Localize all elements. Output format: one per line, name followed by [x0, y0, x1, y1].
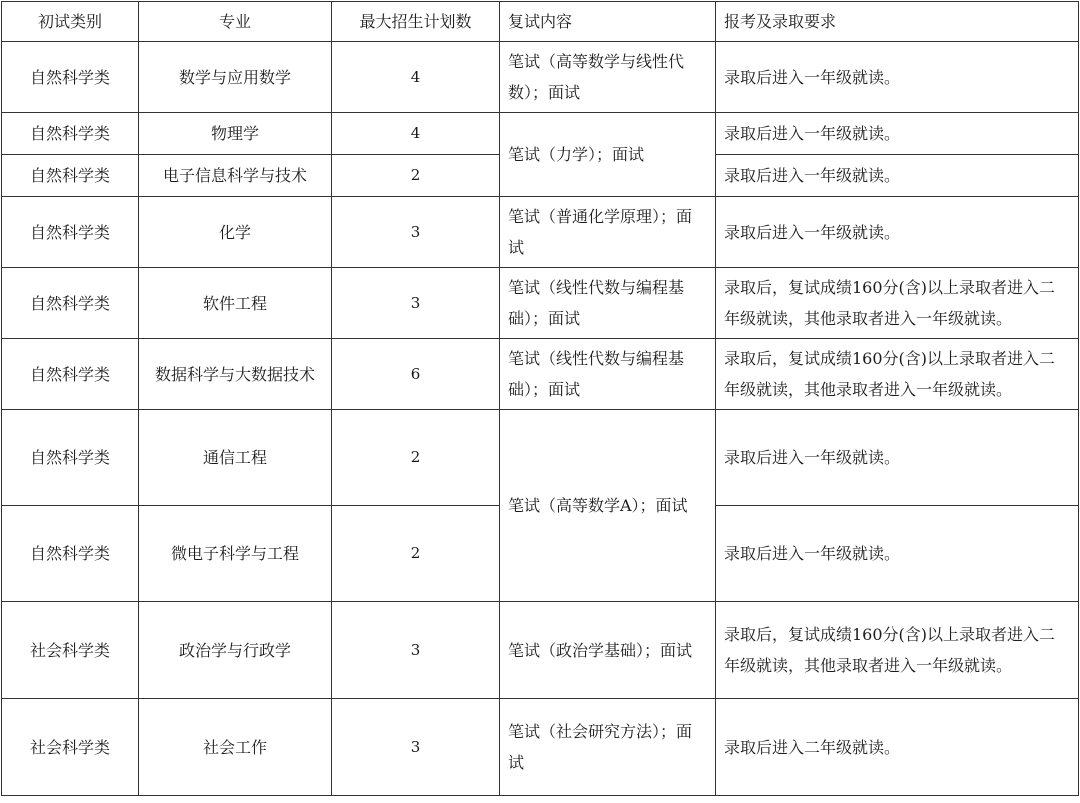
max-plan-cell: 3 [332, 699, 500, 796]
requirement-cell: 录取后进入一年级就读。 [716, 42, 1079, 113]
max-plan-cell: 3 [332, 197, 500, 268]
retest-cell: 笔试（社会研究方法）；面试 [500, 699, 716, 796]
major-cell: 软件工程 [139, 268, 332, 339]
major-cell: 物理学 [139, 113, 332, 155]
major-cell: 电子信息科学与技术 [139, 155, 332, 197]
table-row [2, 339, 1079, 410]
major-cell: 数学与应用数学 [139, 42, 332, 113]
max-plan-cell: 2 [332, 155, 500, 197]
major-cell: 数据科学与大数据技术 [139, 339, 332, 410]
category-cell: 自然科学类 [2, 339, 139, 410]
max-plan-cell: 3 [332, 602, 500, 699]
table-row [2, 699, 1079, 796]
category-cell: 社会科学类 [2, 602, 139, 699]
max-plan-cell: 4 [332, 42, 500, 113]
requirement-cell: 录取后进入一年级就读。 [716, 113, 1079, 155]
max-plan-cell: 2 [332, 506, 500, 602]
max-plan-cell: 6 [332, 339, 500, 410]
retest-cell: 笔试（普通化学原理）；面试 [500, 197, 716, 268]
table-row [2, 197, 1079, 268]
requirement-cell: 录取后进入一年级就读。 [716, 506, 1079, 602]
major-cell: 社会工作 [139, 699, 332, 796]
category-cell: 自然科学类 [2, 197, 139, 268]
requirement-cell: 录取后，复试成绩160分(含)以上录取者进入二年级就读，其他录取者进入一年级就读。 [716, 602, 1079, 699]
header-max-plan: 最大招生计划数 [332, 2, 500, 42]
requirement-cell: 录取后进入一年级就读。 [716, 197, 1079, 268]
requirement-cell: 录取后进入一年级就读。 [716, 410, 1079, 506]
header-requirement: 报考及录取要求 [716, 2, 1079, 42]
max-plan-cell: 2 [332, 410, 500, 506]
category-cell: 自然科学类 [2, 155, 139, 197]
header-row [2, 2, 1079, 42]
major-cell: 微电子科学与工程 [139, 506, 332, 602]
requirement-cell: 录取后，复试成绩160分(含)以上录取者进入二年级就读，其他录取者进入一年级就读。 [716, 268, 1079, 339]
requirement-cell: 录取后进入二年级就读。 [716, 699, 1079, 796]
category-cell: 社会科学类 [2, 699, 139, 796]
header-category: 初试类别 [2, 2, 139, 42]
major-cell: 政治学与行政学 [139, 602, 332, 699]
retest-cell: 笔试（力学）；面试 [500, 113, 716, 197]
category-cell: 自然科学类 [2, 42, 139, 113]
header-major: 专业 [139, 2, 332, 42]
retest-cell: 笔试（政治学基础）；面试 [500, 602, 716, 699]
max-plan-cell: 4 [332, 113, 500, 155]
retest-cell: 笔试（高等数学与线性代数）；面试 [500, 42, 716, 113]
category-cell: 自然科学类 [2, 506, 139, 602]
retest-cell: 笔试（线性代数与编程基础）；面试 [500, 268, 716, 339]
major-cell: 通信工程 [139, 410, 332, 506]
category-cell: 自然科学类 [2, 268, 139, 339]
admissions-table [1, 1, 1079, 796]
category-cell: 自然科学类 [2, 410, 139, 506]
retest-cell: 笔试（线性代数与编程基础）；面试 [500, 339, 716, 410]
table-row [2, 113, 1079, 155]
table-row [2, 268, 1079, 339]
major-cell: 化学 [139, 197, 332, 268]
max-plan-cell: 3 [332, 268, 500, 339]
category-cell: 自然科学类 [2, 113, 139, 155]
requirement-cell: 录取后，复试成绩160分(含)以上录取者进入二年级就读，其他录取者进入一年级就读。 [716, 339, 1079, 410]
table-row [2, 42, 1079, 113]
requirement-cell: 录取后进入一年级就读。 [716, 155, 1079, 197]
table-row [2, 602, 1079, 699]
table-row [2, 410, 1079, 506]
retest-cell: 笔试（高等数学A）；面试 [500, 410, 716, 602]
header-retest: 复试内容 [500, 2, 716, 42]
